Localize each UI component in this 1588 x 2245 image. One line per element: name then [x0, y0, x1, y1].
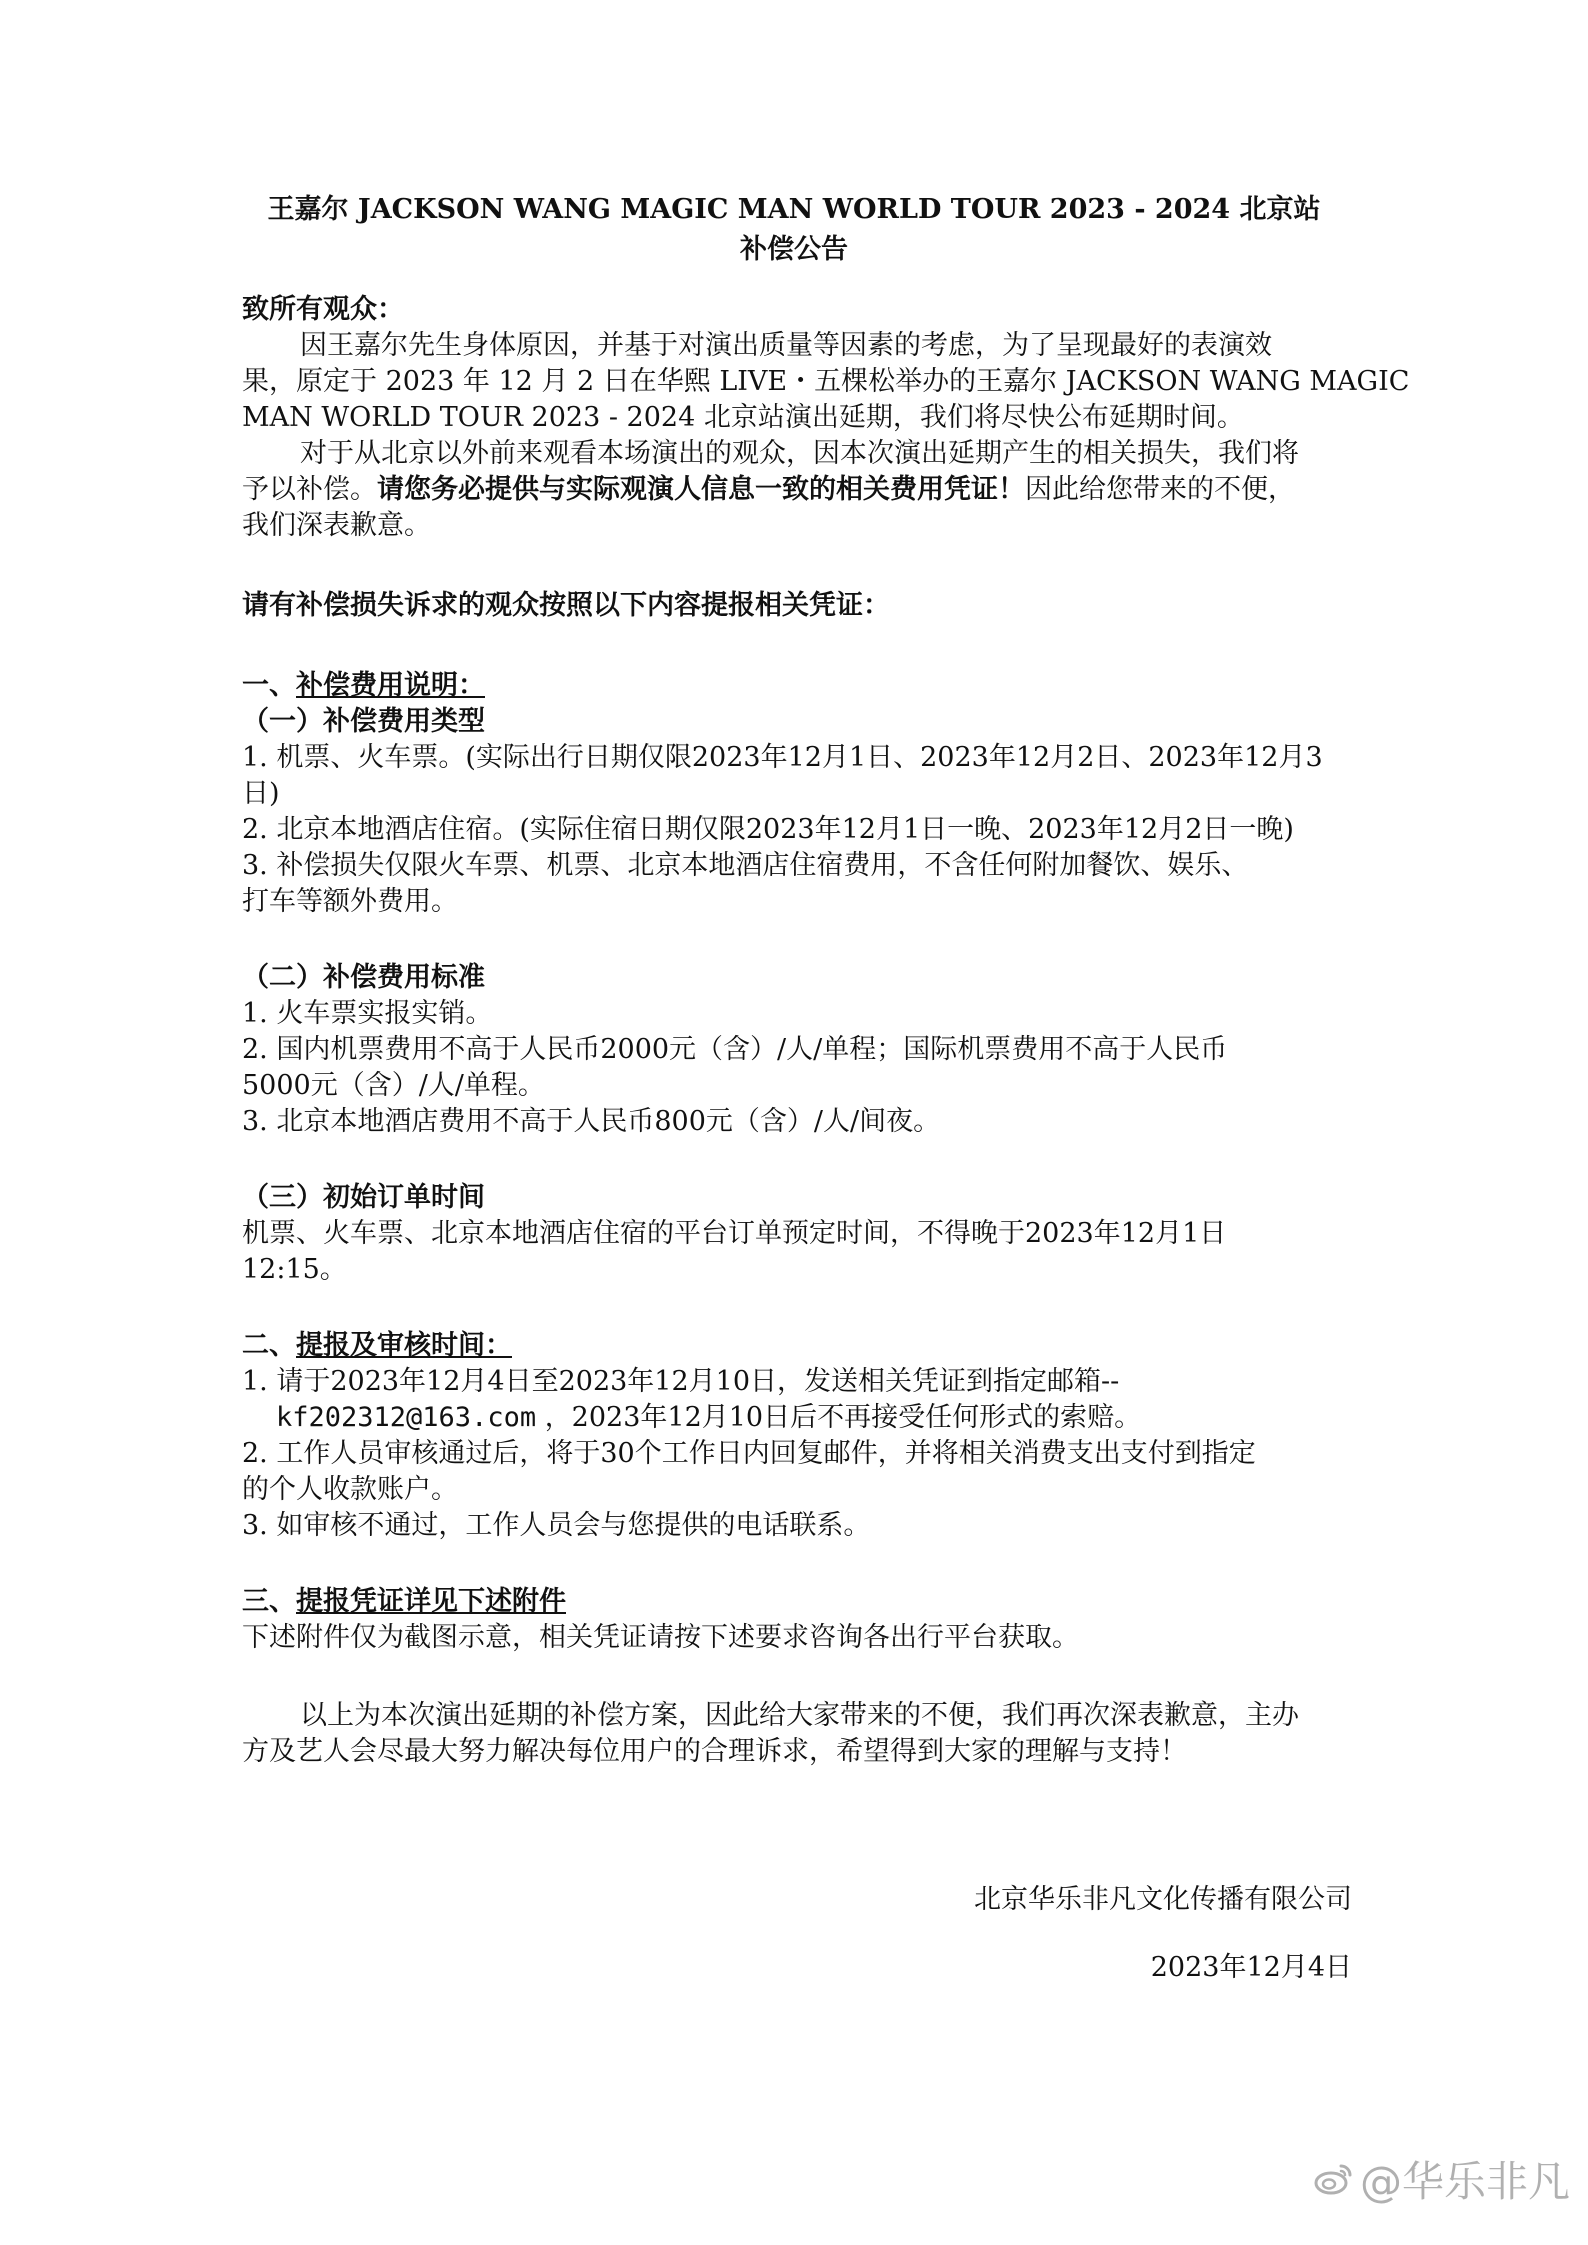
section-2-item-2-line-1: 2. 工作人员审核通过后，将于30个工作日内回复邮件，并将相关消费支出支付到指定 — [242, 1438, 1256, 1469]
sub1-item-1-line-1: 1. 机票、火车票。(实际出行日期仅限2023年12月1日、2023年12月2日、2023年12月3 — [242, 742, 1323, 773]
section-2-title: 提报及审核时间： — [296, 1330, 512, 1361]
sub1-item-1-line-2: 日) — [242, 778, 280, 809]
page-title — [0, 190, 1588, 270]
subsection-1-heading: （一）补偿费用类型 — [242, 706, 485, 737]
section-2-item-1-line-1: 1. 请于2023年12月4日至2023年12月10日，发送相关凭证到指定邮箱-- — [242, 1366, 1120, 1397]
paragraph-2-line-3: 我们深表歉意。 — [242, 510, 431, 541]
closing-line-2: 方及艺人会尽最大努力解决每位用户的合理诉求，希望得到大家的理解与支持！ — [242, 1736, 1187, 1767]
section-2-heading — [242, 1328, 1350, 1364]
subsection-2-heading: （二）补偿费用标准 — [242, 962, 485, 993]
section-3-title: 提报凭证详见下述附件 — [296, 1586, 566, 1617]
section-2-item-3: 3. 如审核不通过，工作人员会与您提供的电话联系。 — [242, 1510, 871, 1541]
sub2-item-3: 3. 北京本地酒店费用不高于人民币800元（含）/人/间夜。 — [242, 1106, 941, 1137]
sub3-text-line-1: 机票、火车票、北京本地酒店住宿的平台订单预定时间，不得晚于2023年12月1日 — [242, 1218, 1227, 1249]
watermark — [1314, 2149, 1570, 2209]
sub2-item-2-line-2: 5000元（含）/人/单程。 — [242, 1070, 545, 1101]
paragraph-2-emphasis: 请您务必提供与实际观演人信息一致的相关费用凭证！ — [377, 474, 1025, 505]
sub1-item-3-line-1: 3. 补偿损失仅限火车票、机票、北京本地酒店住宿费用，不含任何附加餐饮、娱乐、 — [242, 850, 1249, 881]
contact-email[interactable]: kf202312@163.com — [276, 1402, 537, 1433]
section-1-prefix: 一、 — [242, 670, 296, 701]
title-line-2: 补偿公告 — [740, 234, 848, 265]
paragraph-2-text-c: 因此给您带来的不便， — [1025, 474, 1295, 505]
paragraph-1-line-2: 果，原定于 2023 年 12 月 2 日在华熙 LIVE・五棵松举办的王嘉尔 JACKSON WANG MAGIC — [242, 366, 1410, 397]
section-3-heading — [242, 1584, 1350, 1620]
signature-date: 2023年12月4日 — [1150, 1952, 1352, 1983]
title-line-1: 王嘉尔 JACKSON WANG MAGIC MAN WORLD TOUR 2023 - 2024 北京站 — [267, 194, 1321, 225]
sub1-item-2: 2. 北京本地酒店住宿。(实际住宿日期仅限2023年12月1日一晚、2023年12月2日一晚) — [242, 814, 1294, 845]
section-3-text: 下述附件仅为截图示意，相关凭证请按下述要求咨询各出行平台获取。 — [242, 1622, 1079, 1653]
paragraph-2-line-2 — [242, 472, 1350, 508]
subsection-3-heading: （三）初始订单时间 — [242, 1182, 485, 1213]
section-2-prefix: 二、 — [242, 1330, 296, 1361]
section-1-title: 补偿费用说明： — [296, 670, 485, 701]
section-2-item-1-tail: ，2023年12月10日后不再接受任何形式的索赔。 — [544, 1402, 1142, 1433]
paragraph-2-text-a: 予以补偿。 — [242, 474, 377, 505]
section-2-item-2-line-2: 的个人收款账户。 — [242, 1474, 458, 1505]
sub2-item-1: 1. 火车票实报实销。 — [242, 998, 493, 1029]
company-name: 北京华乐非凡文化传播有限公司 — [974, 1884, 1352, 1915]
section-2-item-1-line-2 — [242, 1400, 1350, 1436]
closing-line-1: 以上为本次演出延期的补偿方案，因此给大家带来的不便，我们再次深表歉意，主办 — [300, 1700, 1299, 1731]
sub1-item-3-line-2: 打车等额外费用。 — [242, 886, 458, 917]
watermark-handle: @华乐非凡 — [1359, 2157, 1570, 2206]
greeting: 致所有观众： — [242, 294, 404, 325]
paragraph-1-line-1: 因王嘉尔先生身体原因，并基于对演出质量等因素的考虑，为了呈现最好的表演效 — [300, 330, 1272, 361]
paragraph-2-line-1: 对于从北京以外前来观看本场演出的观众，因本次演出延期产生的相关损失，我们将 — [300, 438, 1299, 469]
request-heading: 请有补偿损失诉求的观众按照以下内容提报相关凭证： — [242, 590, 890, 621]
section-3-prefix: 三、 — [242, 1586, 296, 1617]
section-1-heading — [242, 668, 1350, 704]
document-body — [242, 292, 1410, 1770]
sub2-item-2-line-1: 2. 国内机票费用不高于人民币2000元（含）/人/单程；国际机票费用不高于人民币 — [242, 1034, 1228, 1065]
paragraph-1-line-3: MAN WORLD TOUR 2023 - 2024 北京站演出延期，我们将尽快公布延期时间。 — [242, 402, 1244, 433]
signature-block — [974, 1882, 1352, 1986]
weibo-icon — [1314, 2162, 1354, 2196]
sub3-text-line-2: 12:15。 — [242, 1254, 347, 1285]
